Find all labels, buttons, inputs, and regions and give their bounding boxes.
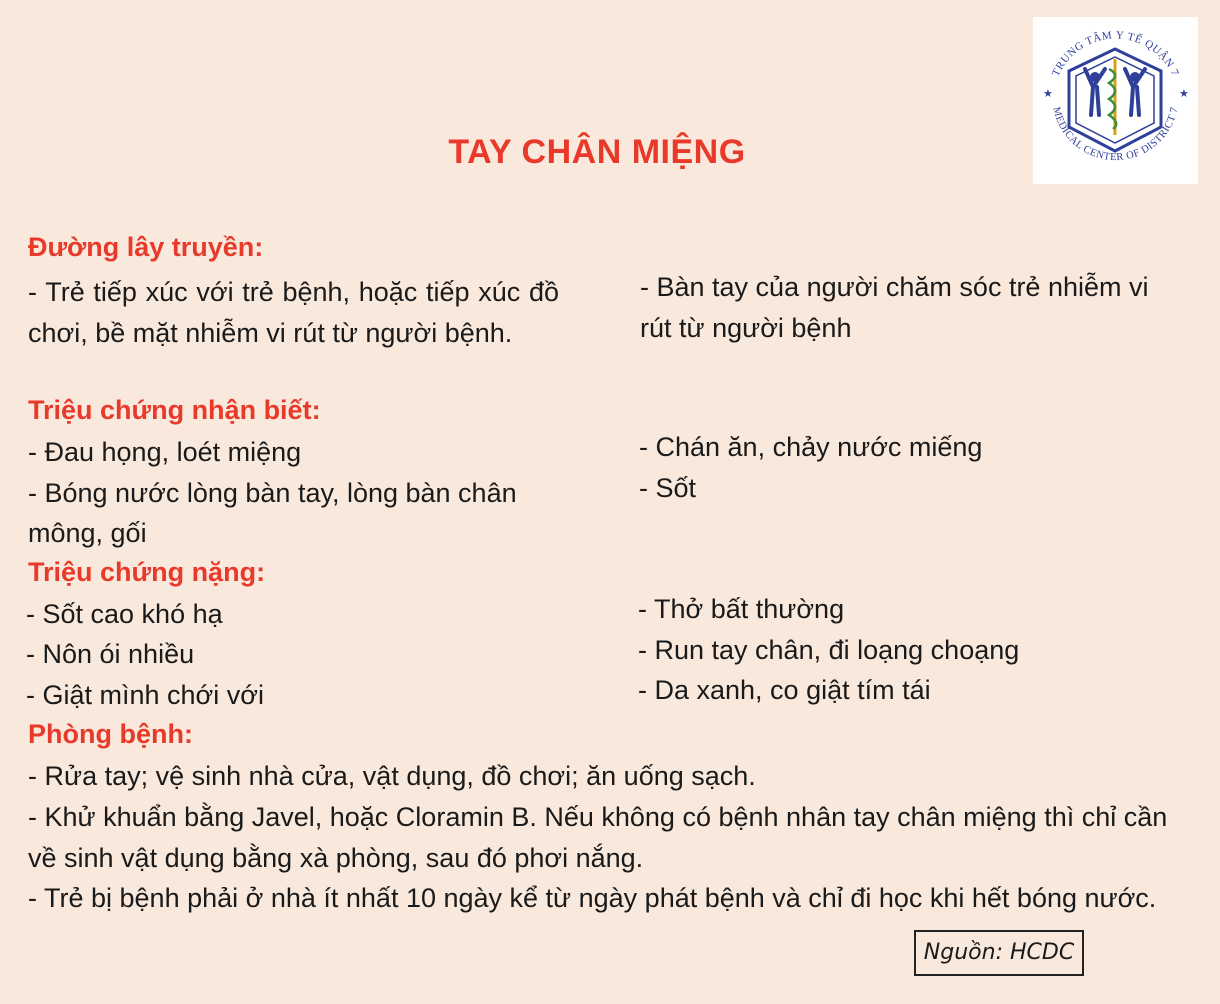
severe-item: - Nôn ói nhiều — [26, 639, 195, 669]
medical-center-logo — [1033, 17, 1198, 184]
prevention-item: - Rửa tay; vệ sinh nhà cửa, vật dụng, đồ chơi; ăn uống sạch. — [28, 761, 756, 791]
logo-emblem-icon — [1033, 17, 1198, 184]
svg-text:★: ★ — [1179, 88, 1189, 100]
symptom-item: - Sốt — [639, 473, 697, 503]
severe-item: - Sốt cao khó hạ — [26, 599, 223, 629]
severe-item: - Giật mình chới với — [26, 680, 264, 710]
prevention-item: - Trẻ bị bệnh phải ở nhà ít nhất 10 ngày kể từ ngày phát bệnh và chỉ đi học khi hết bóng nước. — [28, 883, 1157, 913]
symptom-item: mông, gối — [28, 518, 147, 548]
symptom-item: - Đau họng, loét miệng — [28, 437, 302, 467]
transmission-right-text: - Bàn tay của người chăm sóc trẻ nhiễm vi rút từ người bệnh — [640, 272, 1149, 343]
prevention-heading: Phòng bệnh: — [28, 719, 193, 749]
svg-text:★: ★ — [1043, 88, 1053, 100]
severe-item: - Run tay chân, đi loạng choạng — [638, 635, 1020, 665]
transmission-heading: Đường lây truyền: — [28, 232, 264, 262]
prevention-item: - Khử khuẩn bằng Javel, hoặc Cloramin B. Nếu không có bệnh nhân tay chân miệng thì chỉ cần về sinh vật dụng bằng xà phòng, sau đó phơi nắng. — [28, 802, 1168, 873]
source-box: Nguồn: HCDC — [914, 930, 1084, 976]
svg-text:MEDICAL CENTER OF DISTRICT 7: MEDICAL CENTER OF DISTRICT 7 — [1050, 105, 1181, 164]
symptom-item: - Bóng nước lòng bàn tay, lòng bàn chân — [28, 478, 517, 508]
severe-item: - Da xanh, co giật tím tái — [638, 675, 931, 705]
severe-heading: Triệu chứng nặng: — [28, 557, 266, 587]
transmission-left-text: - Trẻ tiếp xúc với trẻ bệnh, hoặc tiếp xúc đồ chơi, bề mặt nhiễm vi rút từ người bệnh. — [28, 277, 559, 348]
severe-item: - Thở bất thường — [638, 594, 845, 624]
symptoms-heading: Triệu chứng nhận biết: — [28, 395, 321, 425]
page-title: TAY CHÂN MIỆNG — [448, 133, 746, 171]
symptom-item: - Chán ăn, chảy nước miếng — [639, 432, 983, 462]
svg-text:TRUNG TÂM Y TẾ QUẬN 7: TRUNG TÂM Y TẾ QUẬN 7 — [1049, 29, 1182, 79]
